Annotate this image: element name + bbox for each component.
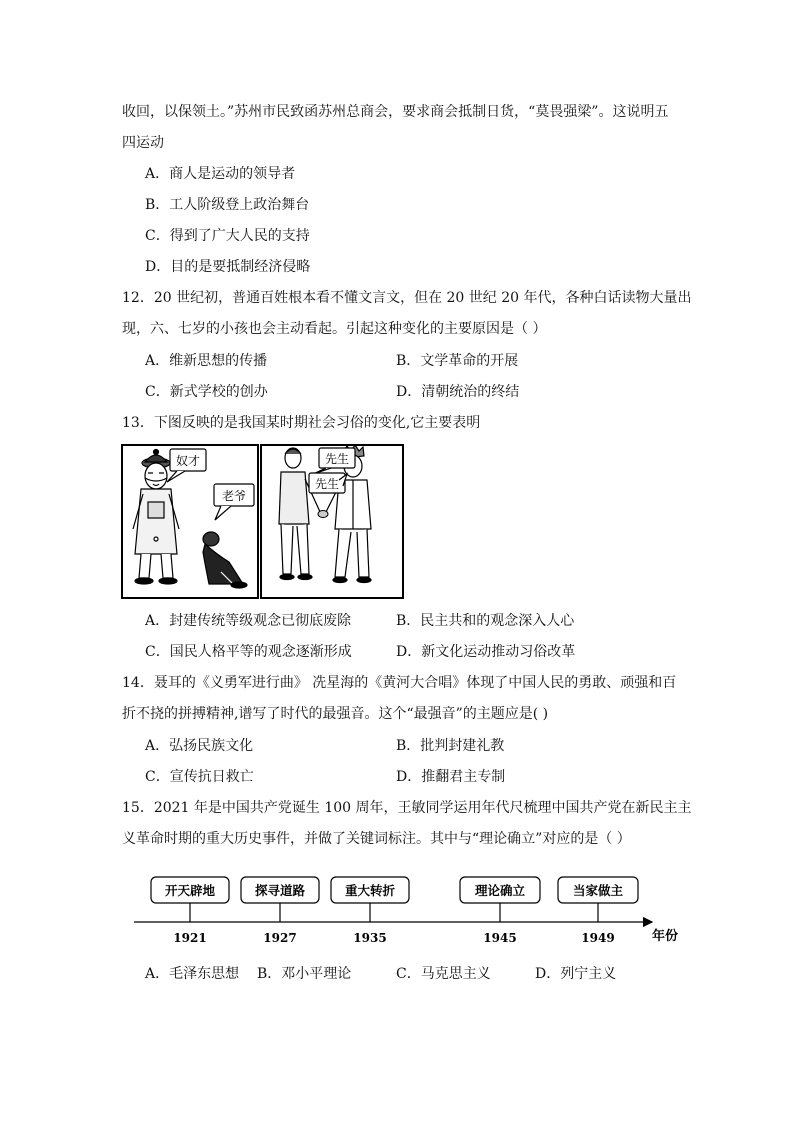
q14-stem-line2: 折不挠的拼搏精神,谱写了时代的最强音。这个“最强音”的主题应是( ) bbox=[122, 706, 549, 722]
q12-option-c: C．新式学校的创办 bbox=[145, 384, 268, 400]
timeline-year: 1935 bbox=[353, 931, 387, 945]
q14-option-b: B．批判封建礼教 bbox=[396, 738, 505, 754]
q15-option-b: B．邓小平理论 bbox=[257, 966, 352, 982]
timeline-year: 1945 bbox=[483, 931, 517, 945]
q13-stem: 13．下图反映的是我国某时期社会习俗的变化,它主要表明 bbox=[122, 415, 481, 431]
q15-stem-line1: 15．2021 年是中国共产党诞生 100 周年，王敏同学运用年代尺梳理中国共产党在新民主主 bbox=[122, 800, 692, 816]
timeline-keyword: 理论确立 bbox=[474, 883, 526, 898]
q15-option-c: C．马克思主义 bbox=[396, 966, 491, 982]
timeline-keyword: 当家做主 bbox=[572, 883, 624, 898]
timeline-event-1949 bbox=[558, 877, 638, 945]
q15-option-a: A．毛泽东思想 bbox=[145, 966, 240, 982]
q14-option-d: D．推翻君主专制 bbox=[396, 769, 506, 785]
q11-stem-line1: 收回，以保领土。”苏州市民致函苏州总商会，要求商会抵制日货，“莫畏强梁”。这说明五 bbox=[122, 104, 669, 120]
q13-option-d: D．新文化运动推动习俗改革 bbox=[396, 644, 576, 660]
q13-option-a: A．封建传统等级观念已彻底废除 bbox=[145, 613, 352, 629]
q12-stem-line1: 12．20 世纪初，普通百姓根本看不懂文言文，但在 20 世纪 20 年代，各种白话读物大量出 bbox=[122, 290, 692, 306]
bubble-nucai-text: 奴才 bbox=[175, 454, 201, 468]
timeline-axis-label: 年份 bbox=[652, 929, 679, 944]
bubble-laoye-text: 老爷 bbox=[221, 489, 247, 503]
timeline-event-1927 bbox=[241, 877, 319, 945]
q14-option-c: C．宣传抗日救亡 bbox=[145, 769, 254, 785]
bubble-xiansheng-top-text: 先生 bbox=[324, 452, 350, 466]
timeline-keyword: 重大转折 bbox=[344, 883, 396, 898]
q11-option-a: A．商人是运动的领导者 bbox=[145, 166, 296, 182]
q15-option-d: D．列宁主义 bbox=[535, 966, 617, 982]
q12-stem-line2: 现，六、七岁的小孩也会主动看起。引起这种变化的主要原因是（ ） bbox=[122, 321, 547, 337]
q12-option-d: D．清朝统治的终结 bbox=[396, 384, 520, 400]
timeline-event-1935 bbox=[331, 877, 409, 945]
timeline-event-1921 bbox=[151, 877, 229, 945]
q14-option-a: A．弘扬民族文化 bbox=[145, 738, 254, 754]
handshake bbox=[318, 511, 328, 518]
bubble-xiansheng-bottom-text: 先生 bbox=[314, 477, 340, 491]
q11-option-c: C．得到了广大人民的支持 bbox=[145, 228, 310, 244]
timeline-year: 1927 bbox=[263, 931, 297, 945]
q13-option-b: B．民主共和的观念深入人心 bbox=[396, 613, 575, 629]
q13-option-c: C．国民人格平等的观念逐渐形成 bbox=[145, 644, 352, 660]
timeline-event-1945 bbox=[460, 877, 540, 945]
q11-stem-line2: 四运动 bbox=[122, 135, 164, 151]
timeline-year: 1921 bbox=[173, 931, 207, 945]
q11-option-d: D．目的是要抵制经济侵略 bbox=[145, 259, 311, 275]
party-history-timeline bbox=[130, 870, 679, 950]
timeline-year: 1949 bbox=[581, 931, 615, 945]
timeline-keyword: 探寻道路 bbox=[254, 883, 306, 898]
q12-option-a: A．维新思想的传播 bbox=[145, 353, 268, 369]
q15-stem-line2: 义革命时期的重大历史事件，并做了关键词标注。其中与“理论确立”对应的是（ ） bbox=[122, 831, 631, 847]
q14-stem-line1: 14．聂耳的《义勇军进行曲》 冼星海的《黄河大合唱》体现了中国人民的勇敢、顽强和百 bbox=[122, 675, 677, 691]
timeline-keyword: 开天辟地 bbox=[164, 883, 216, 898]
q12-option-b: B．文学革命的开展 bbox=[396, 353, 519, 369]
q11-option-b: B．工人阶级登上政治舞台 bbox=[145, 197, 310, 213]
social-custom-cartoon bbox=[121, 444, 404, 599]
